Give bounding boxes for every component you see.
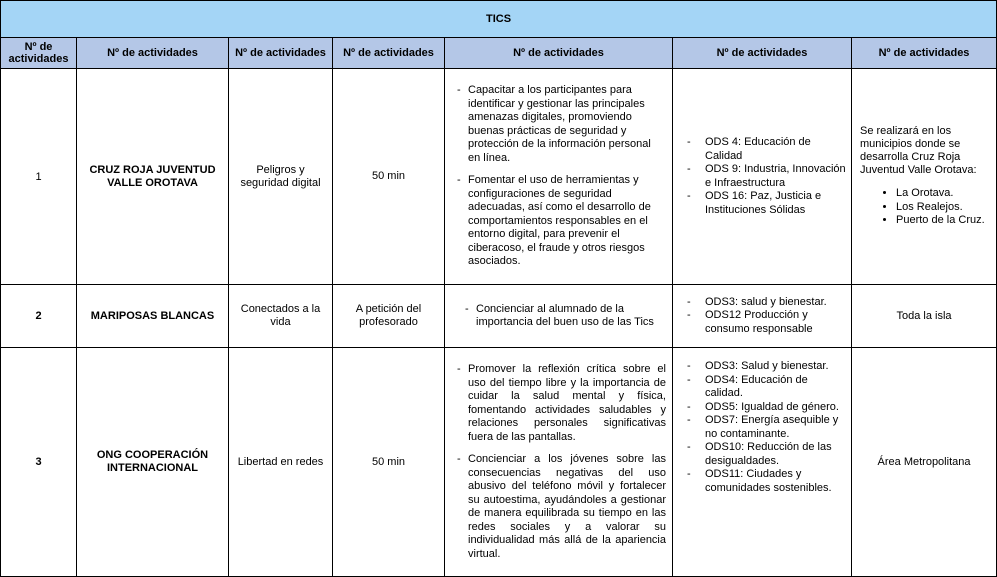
table-row	[1, 285, 997, 348]
scope-cell	[852, 69, 997, 285]
header-row	[1, 38, 997, 69]
header-label: Nº de actividades	[343, 47, 434, 59]
table-row	[1, 348, 997, 577]
ods-item: - ODS 9: Industria, Innovación e Infraestructura	[677, 163, 847, 190]
header-cell-1	[1, 38, 77, 69]
ods-item: - ODS12 Producción y consumo responsable	[677, 309, 847, 336]
scope-cell: Área Metropolitana	[852, 348, 997, 577]
objectives-cell	[445, 285, 673, 348]
activity-duration: 50 min	[333, 69, 445, 285]
ods-item: - ODS7: Energía asequible y no contaminante.	[677, 414, 847, 441]
activity-number: 1	[1, 69, 77, 285]
header-label: Nº de actividades	[235, 47, 326, 59]
header-label: Nº de actividades	[878, 47, 970, 59]
header-label: Nº de actividades	[8, 41, 69, 65]
objectives-cell	[445, 348, 673, 577]
header-label: Nº de actividades	[513, 47, 604, 59]
scope-item: • Puerto de la Cruz.	[896, 214, 992, 228]
activity-duration: A petición del profesorado	[333, 285, 445, 348]
title-row	[1, 1, 997, 38]
header-cell-5	[445, 38, 673, 69]
scope-item: • La Orotava.	[896, 187, 992, 201]
header-label: Nº de actividades	[107, 47, 198, 59]
header-cell-3	[229, 38, 333, 69]
objective-item: - Promover la reflexión crítica sobre el uso del tiempo libre y la importancia de cuidar la salud mental y física, fomentando actividades saludables y relaciones personales significativas fuera de las pantallas.	[449, 363, 666, 444]
objective-item: - Concienciar al alumnado de la importancia del buen uso de las Tics	[457, 303, 668, 330]
entity-name: MARIPOSAS BLANCAS	[77, 285, 229, 348]
objective-item: - Concienciar a los jóvenes sobre las consecuencias negativas del uso abusivo del teléfono móvil y fortalecer su autoestima, ayudándoles a gestionar de manera equilibrada su tiempo en las redes sociales y a valorar su individualidad más allá de la apariencia virtual.	[449, 453, 666, 561]
activity-number: 2	[1, 285, 77, 348]
ods-cell	[673, 348, 852, 577]
ods-item: - ODS3: Salud y bienestar.	[677, 360, 847, 374]
activity-title: Conectados a la vida	[229, 285, 333, 348]
objectives-cell	[445, 69, 673, 285]
header-cell-7	[852, 38, 997, 69]
ods-item: - ODS3: salud y bienestar.	[677, 296, 847, 310]
header-cell-4	[333, 38, 445, 69]
activity-title: Libertad en redes	[229, 348, 333, 577]
ods-item: - ODS4: Educación de calidad.	[677, 374, 847, 401]
header-label: Nº de actividades	[716, 47, 808, 59]
ods-item: - ODS5: Igualdad de género.	[677, 401, 847, 415]
header-cell-6	[673, 38, 852, 69]
objective-item: - Capacitar a los participantes para identificar y gestionar las principales amenazas digitales, promoviendo buenas prácticas de seguridad y protección de la información personal en línea.	[449, 84, 658, 165]
ods-cell	[673, 285, 852, 348]
ods-item: - ODS10: Reducción de las desigualdades.	[677, 441, 847, 468]
scope-item: • Los Realejos.	[896, 201, 992, 215]
header-cell-2	[77, 38, 229, 69]
ods-item: - ODS 4: Educación de Calidad	[677, 136, 847, 163]
activity-duration: 50 min	[333, 348, 445, 577]
entity-name: CRUZ ROJA JUVENTUD VALLE OROTAVA	[77, 69, 229, 285]
scope-cell: Toda la isla	[852, 285, 997, 348]
ods-item: - ODS 16: Paz, Justicia e Instituciones Sólidas	[677, 190, 847, 217]
table-row	[1, 69, 997, 285]
activity-number: 3	[1, 348, 77, 577]
ods-cell	[673, 69, 852, 285]
ods-item: - ODS11: Ciudades y comunidades sostenibles.	[677, 468, 847, 495]
table-title: TICS	[1, 1, 997, 38]
entity-name: ONG COOPERACIÓN INTERNACIONAL	[77, 348, 229, 577]
activity-title: Peligros y seguridad digital	[229, 69, 333, 285]
objective-item: - Fomentar el uso de herramientas y configuraciones de seguridad adecuadas, así como el desarrollo de comportamientos responsables en el entorno digital, para prevenir el ciberacoso, el fraude y otros riesgos asociados.	[449, 174, 658, 269]
scope-intro: Se realizará en los municipios donde se desarrolla Cruz Roja Juventud Valle Orotava:	[860, 125, 977, 177]
